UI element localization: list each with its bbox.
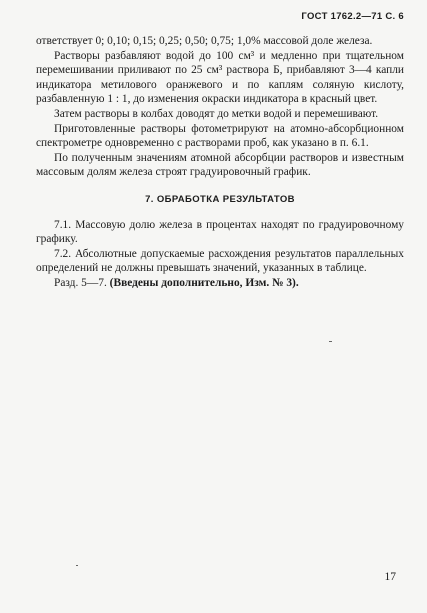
- paragraph-dilute-to-mark: Затем растворы в колбах доводят до метки водой и перемешивают.: [54, 107, 379, 120]
- paragraph-continuation: ответствует 0; 0,10; 0,15; 0,25; 0,50; 0,75; 1,0% массовой доле железа.: [36, 35, 373, 47]
- paragraph-calibration-graph: По полученным значениям атомной абсорбции растворов и известным массовым долям железа строят градуировочный график.: [36, 151, 404, 179]
- page-content: [36, 34, 404, 291]
- section-title: 7. ОБРАБОТКА РЕЗУЛЬТАТОВ: [145, 193, 295, 205]
- page-header: ГОСТ 1762.2—71 С. 6: [301, 11, 404, 22]
- clause-7-2: 7.2. Абсолютные допускаемые расхождения результатов параллельных определений не должны превышать значений, указанных в таблице.: [36, 247, 404, 275]
- amendment-note-text: (Введены дополнительно, Изм. № 3).: [109, 276, 299, 289]
- paragraph-photometry: Приготовленные растворы фотометрируют на атомно-абсорбционном спектрометре одновременно с растворами проб, как указано в п. 6.1.: [36, 122, 404, 150]
- scan-speck: [76, 565, 78, 566]
- amendment-note-prefix: Разд. 5—7.: [54, 276, 107, 289]
- amendment-note: [36, 276, 404, 291]
- scan-speck: [329, 341, 332, 342]
- paragraph-dilution: Растворы разбавляют водой до 100 см³ и медленно при тщательном перемешивании приливают по 25 см³ раствора Б, прибавляют 3—4 капли индикатора метилового оранжевого и по каплям соляную кислоту, разбавленную 1 : 1, до изменения окраски индикатора в красный цвет.: [36, 49, 404, 106]
- clause-7-1: 7.1. Массовую долю железа в процентах находят по градуировочному графику.: [36, 218, 404, 246]
- page-number: 17: [384, 571, 396, 583]
